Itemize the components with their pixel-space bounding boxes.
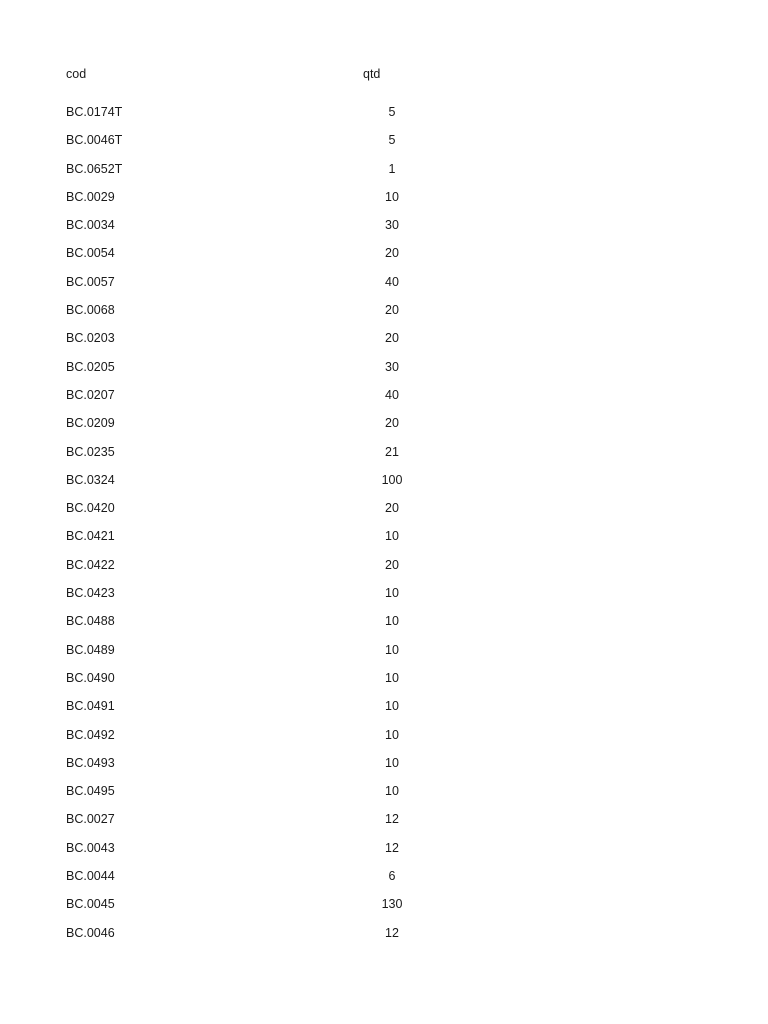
cell-qtd: 30: [385, 359, 399, 374]
cell-qtd: 6: [388, 869, 396, 884]
table-row: [0, 896, 768, 924]
cell-cod: BC.0235: [66, 444, 115, 459]
table-row: [0, 302, 768, 330]
cell-cod: BC.0045: [66, 897, 115, 912]
cell-qtd: 40: [385, 387, 399, 402]
cell-cod: BC.0057: [66, 274, 115, 289]
cell-qtd: 130: [381, 897, 403, 912]
cell-qtd: 10: [385, 586, 399, 601]
table-row: [0, 500, 768, 528]
cell-qtd: 20: [385, 416, 399, 431]
cell-qtd: 21: [385, 444, 399, 459]
cell-qtd: 20: [385, 557, 399, 572]
cell-cod: BC.0491: [66, 699, 115, 714]
cell-cod: BC.0068: [66, 303, 115, 318]
cell-cod: BC.0492: [66, 727, 115, 742]
cell-qtd: 10: [385, 642, 399, 657]
cell-qtd: 5: [388, 105, 396, 119]
table-row: [0, 613, 768, 641]
cell-cod: BC.0423: [66, 586, 115, 601]
cell-cod: BC.0420: [66, 501, 115, 516]
cell-cod: BC.0207: [66, 387, 115, 402]
column-header-cod: cod: [66, 67, 87, 81]
cell-cod: BC.0324: [66, 472, 115, 487]
cell-qtd: 30: [385, 218, 399, 233]
cell-cod: BC.0046: [66, 925, 115, 940]
data-table-body: [0, 104, 768, 953]
cell-cod: BC.0043: [66, 840, 115, 855]
column-header-qtd: qtd: [363, 67, 381, 81]
table-row: [0, 274, 768, 302]
table-row: [0, 670, 768, 698]
cell-cod: BC.0489: [66, 642, 115, 657]
cell-qtd: 12: [385, 840, 399, 855]
table-row: [0, 330, 768, 358]
cell-cod: BC.0174T: [66, 105, 123, 119]
cell-qtd: 10: [385, 614, 399, 629]
table-row: [0, 528, 768, 556]
cell-cod: BC.0054: [66, 246, 115, 261]
table-row: [0, 557, 768, 585]
table-row: [0, 840, 768, 868]
table-row: [0, 415, 768, 443]
cell-qtd: 20: [385, 501, 399, 516]
cell-cod: BC.0027: [66, 812, 115, 827]
cell-qtd: 10: [385, 699, 399, 714]
table-row: [0, 472, 768, 500]
table-row: [0, 811, 768, 839]
cell-qtd: 10: [385, 784, 399, 799]
table-row: [0, 189, 768, 217]
table-row: [0, 783, 768, 811]
cell-cod: BC.0046T: [66, 133, 123, 148]
cell-qtd: 1: [388, 161, 396, 176]
cell-cod: BC.0034: [66, 218, 115, 233]
cell-cod: BC.0203: [66, 331, 115, 346]
cell-cod: BC.0205: [66, 359, 115, 374]
cell-cod: BC.0652T: [66, 161, 123, 176]
table-row: [0, 727, 768, 755]
cell-qtd: 20: [385, 303, 399, 318]
cell-qtd: 10: [385, 529, 399, 544]
cell-cod: BC.0488: [66, 614, 115, 629]
table-row: [0, 642, 768, 670]
cell-qtd: 5: [388, 133, 396, 148]
table-row: [0, 868, 768, 896]
cell-qtd: 100: [381, 472, 403, 487]
table-row: [0, 755, 768, 783]
table-row: [0, 925, 768, 953]
cell-cod: BC.0421: [66, 529, 115, 544]
table-row: [0, 104, 768, 132]
table-row: [0, 698, 768, 726]
table-row: [0, 161, 768, 189]
table-row: [0, 217, 768, 245]
cell-qtd: 12: [385, 812, 399, 827]
table-row: [0, 585, 768, 613]
cell-cod: BC.0209: [66, 416, 115, 431]
cell-cod: BC.0029: [66, 189, 115, 204]
table-row: [0, 245, 768, 273]
cell-qtd: 10: [385, 670, 399, 685]
cell-qtd: 40: [385, 274, 399, 289]
table-row: [0, 359, 768, 387]
cell-cod: BC.0044: [66, 869, 115, 884]
cell-qtd: 20: [385, 246, 399, 261]
cell-qtd: 20: [385, 331, 399, 346]
table-row: [0, 387, 768, 415]
table-row: [0, 132, 768, 160]
table-row: [0, 444, 768, 472]
cell-cod: BC.0495: [66, 784, 115, 799]
cell-qtd: 10: [385, 189, 399, 204]
cell-qtd: 12: [385, 925, 399, 940]
cell-cod: BC.0493: [66, 755, 115, 770]
cell-qtd: 10: [385, 727, 399, 742]
cell-cod: BC.0490: [66, 670, 115, 685]
cell-cod: BC.0422: [66, 557, 115, 572]
cell-qtd: 10: [385, 755, 399, 770]
